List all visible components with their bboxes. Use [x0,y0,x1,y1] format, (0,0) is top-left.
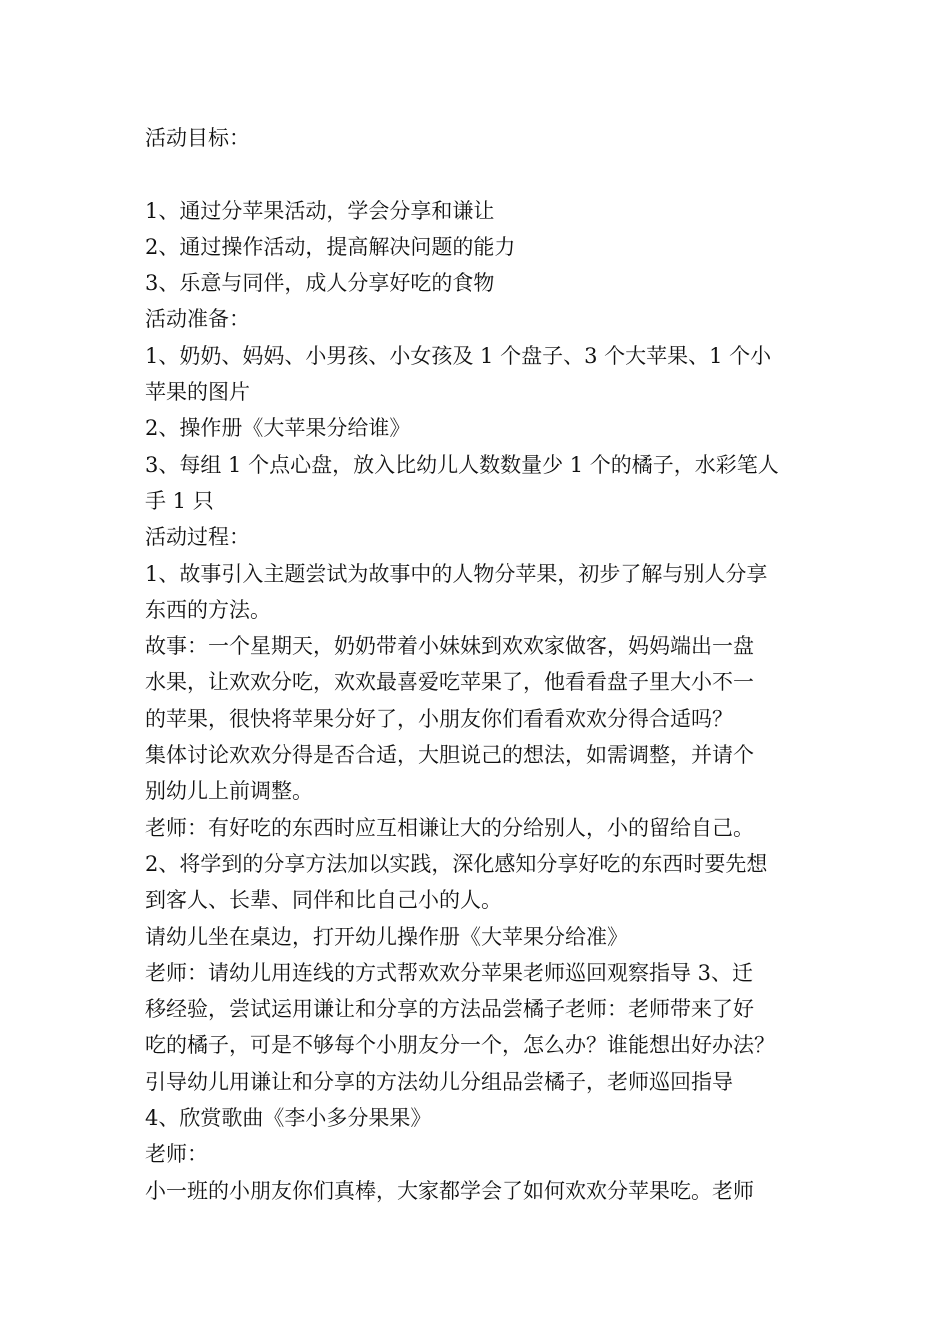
text-line: 1、通过分苹果活动，学会分享和谦让 [145,198,495,223]
text-line: 到客人、长辈、同伴和比自己小的人。 [145,888,502,913]
text-line: 2、通过操作活动，提高解决问题的能力 [145,234,516,259]
text-line: 故事：一个星期天，奶奶带着小妹妹到欢欢家做客，妈妈端出一盘 [145,634,754,659]
text-line: 老师： [145,1142,208,1167]
text-line: 老师：请幼儿用连线的方式帮欢欢分苹果老师巡回观察指导 3、迁 [145,960,754,985]
blank-line [145,156,810,192]
text-line: 的苹果，很快将苹果分好了，小朋友你们看看欢欢分得合适吗？ [145,706,733,731]
text-line: 别幼儿上前调整。 [145,779,313,804]
text-line: 3、乐意与同伴，成人分享好吃的食物 [145,271,495,296]
text-line: 2、将学到的分享方法加以实践，深化感知分享好吃的东西时要先想 [145,851,768,876]
text-line: 请幼儿坐在桌边，打开幼儿操作册《大苹果分给准》 [145,924,628,949]
heading-activity-goals: 活动目标： [145,126,250,150]
text-line: 苹果的图片 [145,380,250,405]
text-line: 东西的方法。 [145,597,271,622]
text-line: 1、故事引入主题尝试为故事中的人物分苹果，初步了解与别人分享 [145,561,768,586]
text-line: 水果，让欢欢分吃，欢欢最喜爱吃苹果了，他看看盘子里大小不一 [145,670,754,695]
heading-activity-preparation: 活动准备： [145,307,250,332]
text-line: 3、每组 1 个点心盘，放入比幼儿人数数量少 1 个的橘子，水彩笔人 [145,452,779,477]
text-line: 引导幼儿用谦让和分享的方法幼儿分组品尝橘子，老师巡回指导 [145,1069,733,1094]
text-line: 吃的橘子，可是不够每个小朋友分一个，怎么办？谁能想出好办法？ [145,1033,775,1058]
document-body [145,120,810,1209]
text-line: 手 1 只 [145,488,214,513]
heading-activity-process: 活动过程： [145,525,250,550]
text-line: 2、操作册《大苹果分给谁》 [145,416,411,441]
text-line: 移经验，尝试运用谦让和分享的方法品尝橘子老师：老师带来了好 [145,997,754,1022]
text-line: 1、奶奶、妈妈、小男孩、小女孩及 1 个盘子、3 个大苹果、1 个小 [145,343,772,368]
text-line: 老师：有好吃的东西时应互相谦让大的分给别人，小的留给自己。 [145,815,754,840]
text-line: 4、欣赏歌曲《李小多分果果》 [145,1106,432,1131]
text-line: 小一班的小朋友你们真棒，大家都学会了如何欢欢分苹果吃。老师 [145,1178,754,1203]
text-line: 集体讨论欢欢分得是否合适，大胆说己的想法，如需调整，并请个 [145,743,754,768]
